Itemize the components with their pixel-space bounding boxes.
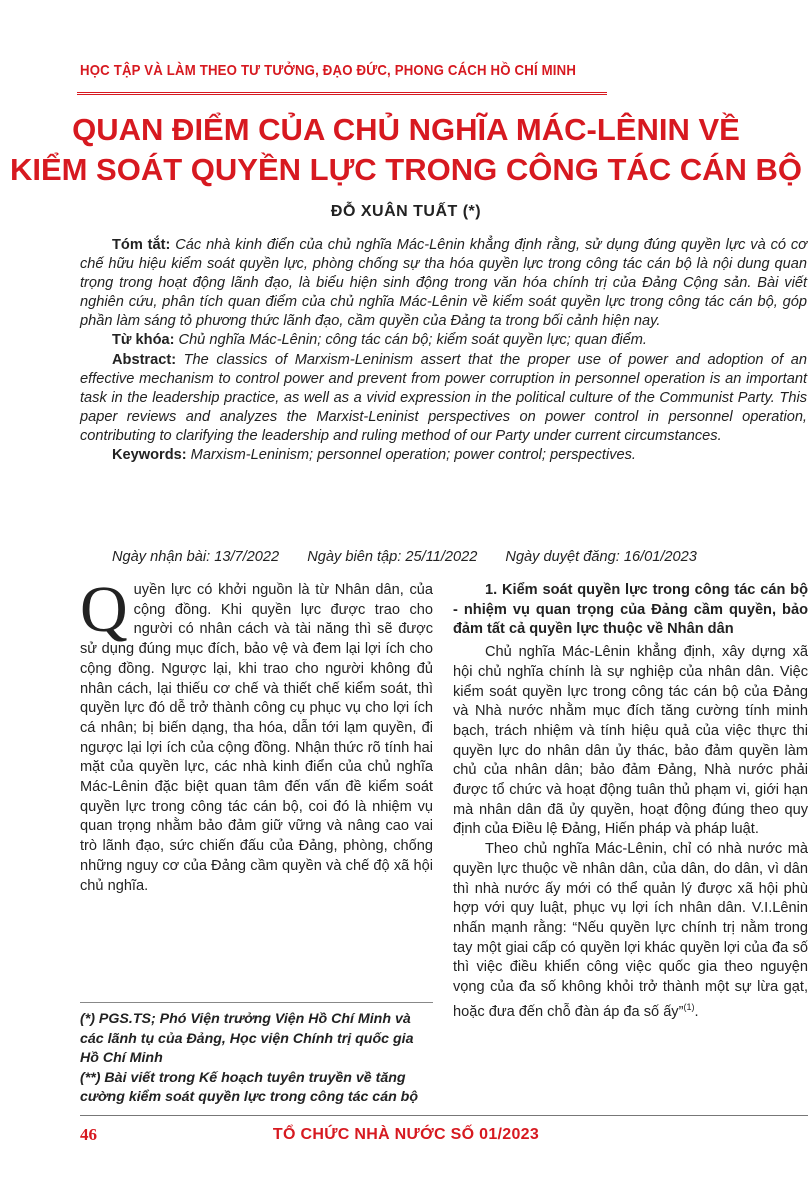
journal-name: TỔ CHỨC NHÀ NƯỚC SỐ 01/2023: [272, 1126, 540, 1143]
article-title-line1: QUAN ĐIỂM CỦA CHỦ NGHĨA MÁC-LÊNIN VỀ: [72, 112, 740, 147]
keywords-label: Keywords:: [112, 447, 187, 464]
tomtat-text: Các nhà kinh điển của chủ nghĩa Mác-Lênin khẳng định rằng, sử dụng đúng quyền lực và có cơ chế hữu hiệu kiểm soát quyền lực, phòng chống sự tha hóa quyền lực trong công tác cán bộ là nội dung quan trọng trong hoạt động lãnh đạo, là biểu hiện sinh động trong văn hóa chính trị của Đảng Cộng sản. Bài viết nghiên cứu, phân tích quan điểm của chủ nghĩa Mác-Lênin về kiểm soát quyền lực trong công tác cán bộ, góp phần làm sáng tỏ phương thức lãnh đạo, cầm quyền của Đảng ta trong bối cảnh hiện nay.: [80, 237, 807, 330]
reference-mark: (1): [683, 1001, 695, 1012]
intro-text: uyền lực có khởi nguồn là từ Nhân dân, của cộng đồng. Khi quyền lực được trao cho người có nhân cách và tài năng thì sẽ được sử dụng đúng mục đích, bảo vệ và đem lại lợi ích cho cộng đồng. Ngược lại, khi trao cho người không đủ nhân cách, lại thiếu cơ chế và thiết chế kiểm soát, thì quyền lực đó dễ trở thành công cụ phục vụ cho lợi ích cá nhân; bị biến dạng, tha hóa, dẫn tới lạm quyền, đi ngược lại lợi ích của cộng đồng. Nhận thức rõ tính hai mặt của quyền lực, các nhà kinh điển của chủ nghĩa Mác-Lênin đặc biệt quan tâm đến vấn đề kiểm soát quyền lực trong công tác cán bộ, coi đó là nhiệm vụ quan trọng nhằm bảo đảm giữ vững và nâng cao vai trò lãnh đạo, sức chiến đấu của Đảng, phòng, chống những nguy cơ của Đảng cầm quyền và chế độ xã hội chủ nghĩa.: [80, 582, 433, 894]
tukhoa-label: Từ khóa:: [112, 332, 175, 349]
footer-rule: [80, 1115, 808, 1116]
intro-paragraph: [80, 573, 433, 896]
date-edited: Ngày biên tập: 25/11/2022: [307, 549, 478, 565]
keywords-paragraph: [80, 446, 807, 465]
tukhoa-text: Chủ nghĩa Mác-Lênin; công tác cán bộ; kiểm soát quyền lực; quan điểm.: [178, 332, 647, 349]
footnote-plan: (**) Bài viết trong Kế hoạch tuyên truyền về tăng cường kiểm soát quyền lực trong công tác cán bộ: [80, 1069, 419, 1105]
tukhoa-paragraph: [80, 331, 807, 350]
date-approved: Ngày duyệt đăng: 16/01/2023: [505, 549, 697, 565]
tomtat-label: Tóm tắt:: [112, 237, 171, 253]
abstract-text: The classics of Marxism-Leninism assert that the proper use of power and adoption of an effective mechanism to control power and prevent from power corruption in personnel operation is an important task in the leadership practice, as well as a vivid expression in the political culture of the Communist Party. This paper reviews and analyzes the Marxist-Leninist perspectives on power control in personnel operation, contributing to clarifying the leadership and ruling method of our Party under current circumstances.: [80, 351, 807, 444]
body-paragraph-1: Chủ nghĩa Mác-Lênin khẳng định, xây dựng xã hội chủ nghĩa chính là sự nghiệp của nhân dân. Việc kiểm soát quyền lực trong công tác cán bộ của Đảng và Nhà nước nhằm mục đích tăng cường tính minh bạch, trách nhiệm và tính hiệu quả của việc thực thi quyền lực do nhân dân ủy thác, bảo đảm quyền làm chủ của nhân dân; bảo đảm Đảng, Nhà nước phải được tổ chức và hoạt động tuân thủ phạm vi, giới hạn mà nhân dân đã ủy quyền, hoạt động đúng theo quy định của Điều lệ Đảng, Hiến pháp và pháp luật.: [453, 644, 808, 838]
page-number: 46: [80, 1125, 97, 1144]
left-column: [80, 573, 433, 896]
section-title: 1. Kiểm soát quyền lực trong công tác cán bộ - nhiệm vụ quan trọng của Đảng cầm quyền, bảo đảm tất cả quyền lực thuộc về Nhân dân: [453, 582, 808, 638]
footnote-rule: [80, 1002, 433, 1003]
right-column: [453, 581, 808, 1022]
body-paragraph-2-text: Theo chủ nghĩa Mác-Lênin, chỉ có nhà nước mà quyền lực thuộc về nhân dân, của dân, do dân, vì dân thì nhà nước ấy mới có thể quản lý được xã hội phù hợp với quy luật, phục vụ lợi ích nhân dân. V.I.Lênin nhấn mạnh rằng: “Nếu quyền lực chính trị nằm trong tay một giai cấp có quyền lợi khác quyền lợi của đa số thì việc điều khiển công việc quốc gia theo nguyện vọng của đa số không khỏi trở thành một sự lừa gạt, hoặc đưa đến chỗ đàn áp đa số ấy”: [453, 841, 808, 1020]
abstract-paragraph: [80, 351, 807, 446]
abstract-label: Abstract:: [112, 351, 177, 368]
dates-line: [112, 549, 812, 565]
footnotes: [80, 1010, 435, 1108]
body-paragraph-2: [453, 840, 808, 1022]
article-title-line2: KIỂM SOÁT QUYỀN LỰC TRONG CÔNG TÁC CÁN BỘ: [9, 152, 803, 187]
paragraph-end: .: [694, 1003, 699, 1020]
keywords-text: Marxism-Leninism; personnel operation; power control; perspectives.: [190, 447, 636, 464]
author: ĐỖ XUÂN TUẤT (*): [330, 203, 482, 220]
date-received: Ngày nhận bài: 13/7/2022: [112, 549, 280, 565]
dropcap: Q: [80, 573, 128, 646]
abstract-block: [80, 236, 807, 465]
tomtat-paragraph: [80, 236, 807, 331]
section-header: HỌC TẬP VÀ LÀM THEO TƯ TƯỞNG, ĐẠO ĐỨC, PHONG CÁCH HỒ CHÍ MINH: [80, 62, 577, 79]
footnote-author: (*) PGS.TS; Phó Viện trưởng Viện Hồ Chí Minh và các lãnh tụ của Đảng, Học viện Chính trị quốc gia Hồ Chí Minh: [80, 1011, 414, 1066]
